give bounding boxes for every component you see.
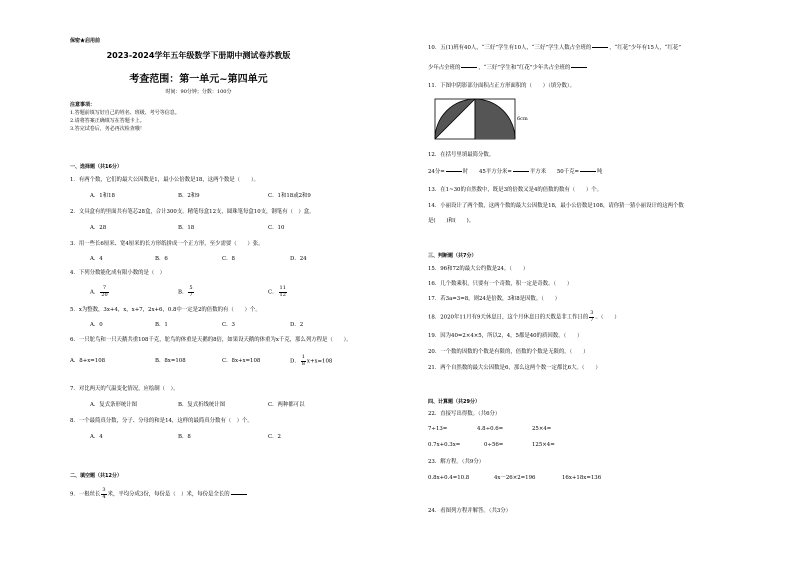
- note-1: 1.答题前填写好自己的姓名、班级、考号等信息。: [70, 110, 180, 116]
- q12-blanks: 24分= 时 45平方分米= 平方米 50千克= 吨: [428, 166, 602, 177]
- q7: 7．对比两天的气温变化情况，应绘制（ ）。: [70, 386, 179, 392]
- q8-opt-b: B．8: [178, 434, 191, 440]
- section-choice-title: 一、选择题（共16分）: [70, 164, 122, 170]
- q3-opt-d: D．24: [290, 256, 307, 262]
- q4: 4．下列分数能化成有限小数的是（ ）: [70, 270, 166, 276]
- q2-opt-a: A．28: [90, 225, 107, 231]
- q14-line1: 14．小丽设计了两个数，这两个数的最大公因数是18，最小公倍数是108，请你猜一猜小丽设计的这两个数: [428, 203, 684, 209]
- q1-opt-b: B．2和9: [178, 193, 200, 199]
- calc-1: 7÷13=: [428, 426, 448, 432]
- q1-opt-c: C．1和18或2和9: [268, 193, 311, 199]
- q21: 21．两个自然数的最大公因数是6，那么这两个数一定都比6大。（ ）: [428, 365, 601, 371]
- note-3: 3.答完试卷后，务必再次检查哦！: [70, 126, 145, 132]
- q15: 15．96和72的最大公约数是24。（ ）: [428, 266, 529, 272]
- q3-opt-b: B．6: [155, 256, 168, 262]
- q5-opt-c: C．3: [222, 322, 235, 328]
- exam-time: 时间：90分钟；分数：100分: [165, 89, 232, 95]
- q13: 13．在1~30的自然数中，既是3的倍数又是4的倍数的数有（ ）个。: [428, 187, 603, 193]
- q3-opt-a: A．4: [90, 256, 103, 262]
- q14-line2: 是( )和( )。: [428, 218, 475, 224]
- q1-opt-a: A．1和18: [90, 193, 115, 199]
- q7-opt-a: A．复式条形统计图: [90, 402, 138, 408]
- q8-opt-c: C．2: [268, 434, 281, 440]
- q10-line1: 10．五(1)班有40人，“三好”学生有10人，“三好”学生人数占全班的 ，“红花”少年有15人，“红花”: [428, 42, 681, 53]
- secret-label: 保密★启用前: [70, 38, 101, 44]
- note-2: 2.请将答案正确填写在答题卡上。: [70, 118, 145, 124]
- q10-line2: 少年占全班的 ，“三好”学生和“红花”少年共占全班的: [428, 62, 588, 73]
- section-fill-title: 二、填空题（共12分）: [70, 473, 122, 479]
- section-judge-title: 三、判断题（共7分）: [428, 253, 477, 259]
- q5-opt-a: A．0: [90, 322, 103, 328]
- q12: 12．在括号里填最简分数。: [428, 152, 495, 158]
- q6-opt-b: B．8x=108: [155, 358, 186, 364]
- q22: 22．直接写出得数。（共6分）: [428, 411, 501, 417]
- calc-4: 0.7x+0.3x=: [428, 442, 461, 448]
- q2-opt-b: B．18: [178, 225, 195, 231]
- q8: 8．一个最简真分数，分子、分母的和是14，这样的最简真分数有（ ）个。: [70, 418, 253, 424]
- q4-opt-a: A． $\frac{7}{20}$: [90, 285, 108, 298]
- eq-1: 0.8x+0.4=10.8: [428, 475, 470, 481]
- q4-opt-b: B． $\frac{5}{7}$: [178, 285, 193, 298]
- q23: 23．解方程。（共9分）: [428, 459, 485, 465]
- q9-answer-blank: [231, 489, 247, 500]
- q11: 11．下图中阴影部分面积占正方形面积的（ ）（填分数）。: [428, 83, 576, 89]
- q3-opt-c: C．8: [222, 256, 235, 262]
- q24: 24．看图列方程并解答。（共3分）: [428, 508, 512, 514]
- q6-opt-c: C．8x+x=108: [222, 358, 261, 364]
- q7-opt-b: B．复式折线统计图: [178, 402, 226, 408]
- calc-5: 0÷56=: [484, 442, 504, 448]
- q8-opt-a: A．4: [90, 434, 103, 440]
- q11-figure-label: 6cm: [517, 116, 528, 122]
- calc-6: 125×4=: [532, 442, 555, 448]
- q2-opt-c: C．10: [268, 225, 285, 231]
- notes-title: 注意事项：: [70, 102, 96, 108]
- calc-3: 25×4=: [532, 426, 552, 432]
- calc-2: 4.8÷0.6=: [477, 426, 504, 432]
- q2: 2．文具盒有的里面共有笔芯28盒，合计300支。精笔每盒12支，圆珠笔每盒10支，钢笔有（ ）盒。: [70, 209, 315, 215]
- eq-2: 4x－26×2=196: [494, 475, 536, 481]
- q7-opt-c: C．两种都可以: [268, 402, 305, 408]
- q17: 17．若3a=3=8，则24是倍数，3和8是因数。（ ）: [428, 296, 561, 302]
- q6-opt-a: A．8+x=108: [70, 358, 106, 364]
- q6: 6．一只鸵鸟和一只天鹅共重108千克，鸵鸟的体重是天鹅的8倍，如果设天鹅的体重为x千克，那么列方程是（ ）。: [70, 337, 352, 343]
- q20: 20．一个数的因数的个数是有限的，倍数的个数是无限的。（ ）: [428, 349, 589, 355]
- q5-opt-b: B．1: [155, 322, 168, 328]
- q9: 9．一根丝长 $\frac{3}{4}$ 米，平均分成3份，每份是（ ）米，每份是全长的: [70, 488, 248, 500]
- exam-title: 2023-2024学年五年级数学下册期中测试卷苏教版: [106, 51, 291, 60]
- q1: 1．有两个数，它们的最大公因数是1，最小公倍数是18，这两个数是（ ）。: [70, 177, 259, 183]
- q5-opt-d: D．2: [290, 322, 304, 328]
- q3: 3．用一些长6厘米、宽4厘米的长方形纸拼成一个正方形，至少需要（ ）张。: [70, 241, 264, 247]
- q4-opt-c: C． $\frac{11}{12}$: [268, 285, 286, 298]
- section-calc-title: 四、计算题（共29分）: [428, 399, 480, 405]
- q6-opt-d: D． $\frac{1}{8}$ x+x=108: [290, 354, 333, 367]
- q19: 19．因为40=2×4×5，所以2，4，5都是40的质因数。（ ）: [428, 333, 583, 339]
- q18: 18．2020年11月有9天休息日，这个月休息日的天数是非工作日的 $\frac{3}{7}$ 。（ ）: [428, 310, 620, 323]
- exam-scope: 考查范围：第一单元~第四单元: [129, 74, 268, 85]
- q16: 16．几个数乘积，只要有一个奇数，积一定是奇数。（ ）: [428, 281, 573, 287]
- eq-3: 16x+18x=136: [562, 475, 602, 481]
- q5: 5．x为整数，3x+4，x，x+7，2x+6，0.8中一定是2的倍数的有（ ）个。: [70, 307, 261, 313]
